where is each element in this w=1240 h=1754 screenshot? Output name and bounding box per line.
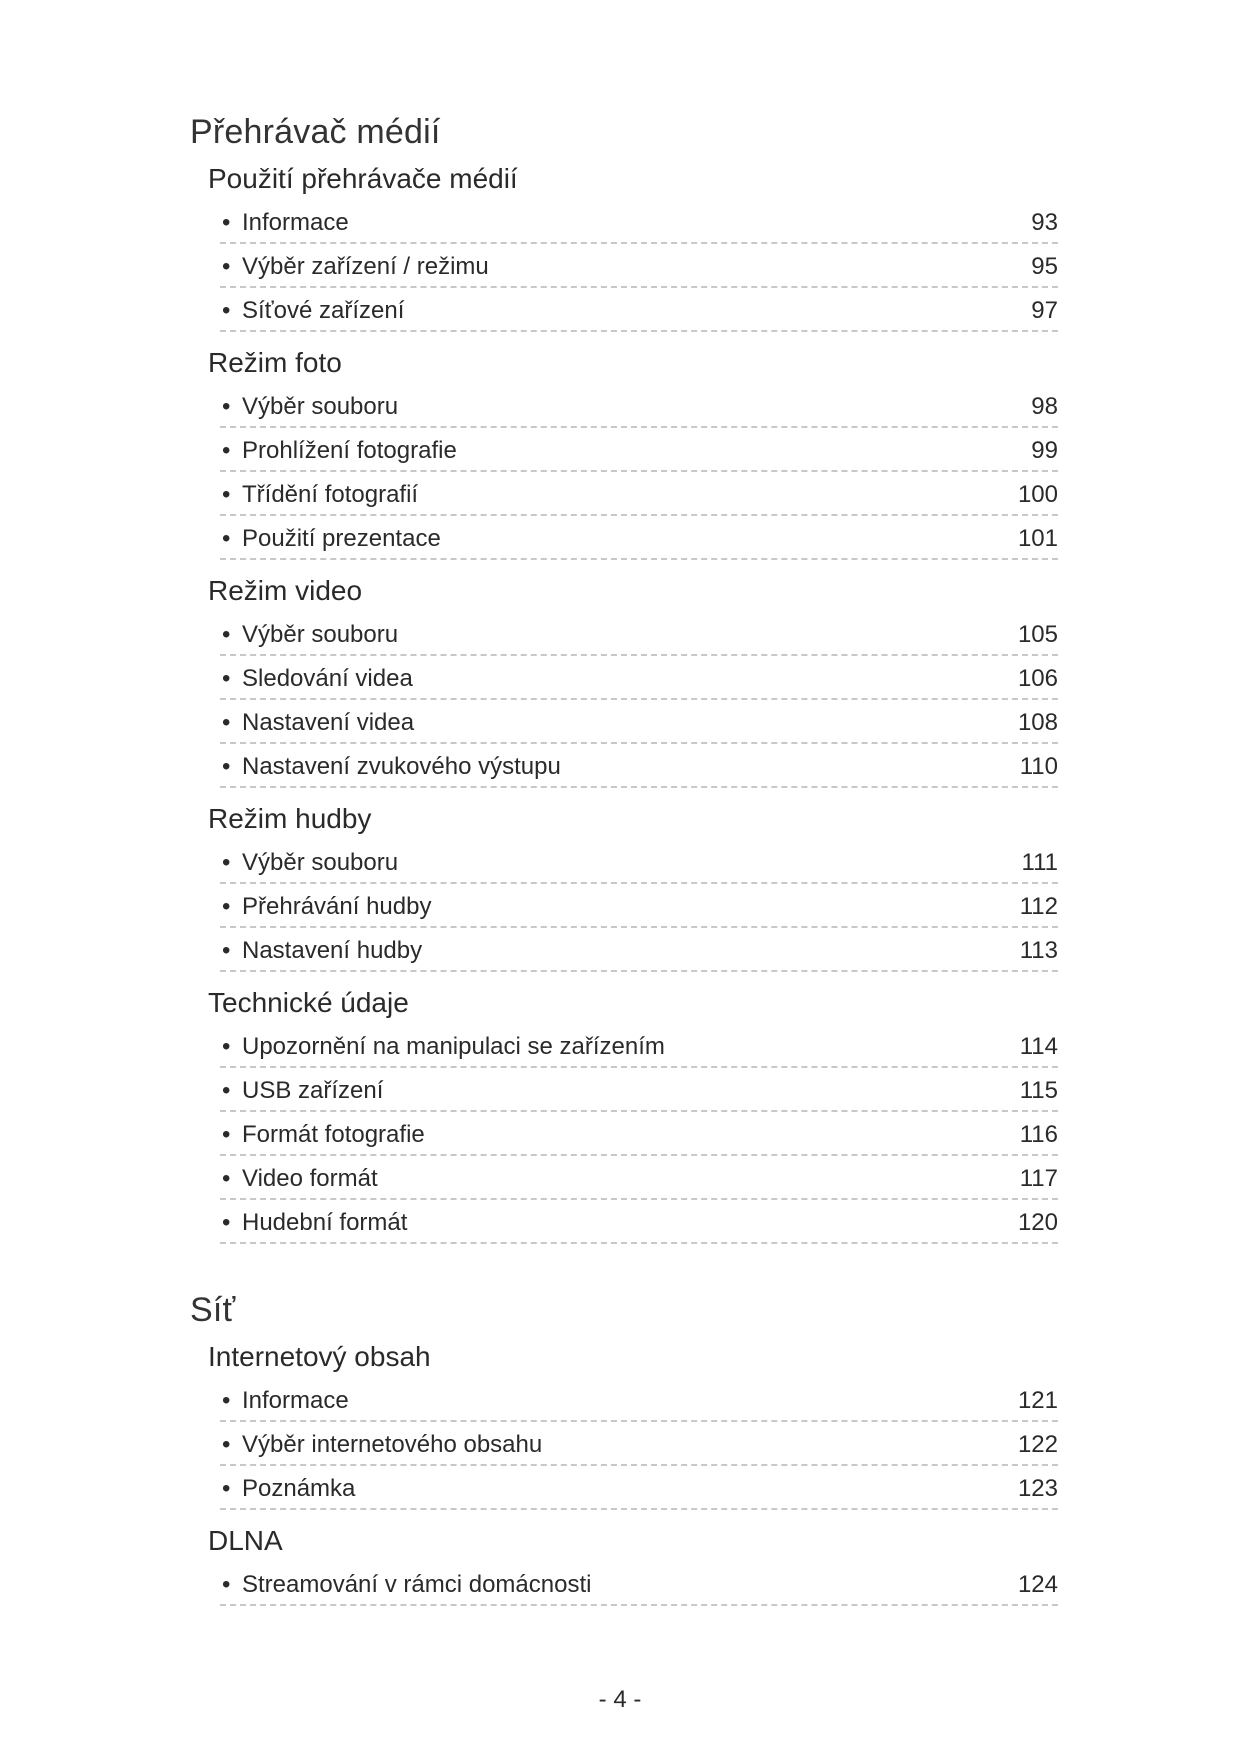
section-title: Použití přehrávače médií: [208, 163, 518, 194]
toc-entry[interactable]: [220, 1156, 1058, 1200]
bullet-icon: •: [222, 253, 231, 280]
entry-label: Použití prezentace: [242, 525, 441, 552]
bullet-icon: •: [222, 297, 231, 324]
entry-page-number: 106: [1017, 665, 1058, 692]
entry-page-number: 100: [1017, 481, 1058, 508]
toc-entry[interactable]: [220, 744, 1058, 788]
bullet-icon: •: [222, 1387, 231, 1414]
entry-page-number: 122: [1017, 1431, 1058, 1458]
bullet-icon: •: [222, 709, 231, 736]
toc-entry[interactable]: [220, 1378, 1058, 1422]
chapter-title: Přehrávač médií: [190, 113, 441, 151]
entry-label: Streamování v rámci domácnosti: [242, 1571, 592, 1598]
entry-label: Formát fotografie: [242, 1121, 425, 1148]
toc-entry[interactable]: [220, 244, 1058, 288]
entry-page-number: 98: [1031, 393, 1058, 420]
bullet-icon: •: [222, 1209, 231, 1236]
toc-entry[interactable]: [220, 700, 1058, 744]
page-number-footer: - 4 -: [598, 1686, 642, 1713]
entry-page-number: 120: [1017, 1209, 1058, 1236]
section-title: DLNA: [208, 1525, 283, 1556]
bullet-icon: •: [222, 1077, 231, 1104]
entry-page-number: 111: [1021, 849, 1058, 876]
entry-page-number: 113: [1019, 937, 1058, 964]
bullet-icon: •: [222, 753, 231, 780]
section-dlna: [208, 1524, 1058, 1606]
toc-entry[interactable]: [220, 384, 1058, 428]
toc-entry[interactable]: [220, 428, 1058, 472]
entry-label: Třídění fotografií: [242, 481, 419, 508]
entry-label: Upozornění na manipulaci se zařízením: [242, 1033, 665, 1060]
chapter-network: [190, 1290, 1058, 1606]
entry-page-number: 95: [1031, 253, 1058, 280]
toc-entry[interactable]: [220, 516, 1058, 560]
toc-entry[interactable]: [220, 612, 1058, 656]
bullet-icon: •: [222, 1033, 231, 1060]
section-title: Režim video: [208, 575, 363, 606]
toc-entry[interactable]: [220, 1200, 1058, 1244]
toc-entry[interactable]: [220, 656, 1058, 700]
bullet-icon: •: [222, 481, 231, 508]
section-internet-content: [208, 1340, 1058, 1510]
bullet-icon: •: [222, 893, 231, 920]
entry-label: Informace: [242, 209, 349, 236]
bullet-icon: •: [222, 665, 231, 692]
toc-entry[interactable]: [220, 1068, 1058, 1112]
bullet-icon: •: [222, 1165, 231, 1192]
section-photo-mode: [208, 346, 1058, 560]
toc-entry[interactable]: [220, 1562, 1058, 1606]
section-technical-data: [208, 986, 1058, 1244]
entry-label: USB zařízení: [242, 1077, 384, 1104]
section-title: Technické údaje: [208, 987, 409, 1018]
entry-label: Informace: [242, 1387, 349, 1414]
section-title: Internetový obsah: [208, 1341, 431, 1372]
entry-label: Sledování videa: [242, 665, 413, 692]
section-using-media-player: [208, 162, 1058, 332]
bullet-icon: •: [222, 1571, 231, 1598]
toc-entry[interactable]: [220, 884, 1058, 928]
bullet-icon: •: [222, 849, 231, 876]
section-title: Režim hudby: [208, 803, 372, 834]
toc-entry[interactable]: [220, 1112, 1058, 1156]
entry-page-number: 97: [1031, 297, 1058, 324]
entry-page-number: 105: [1017, 621, 1058, 648]
bullet-icon: •: [222, 1431, 231, 1458]
entry-page-number: 116: [1019, 1121, 1058, 1148]
entry-label: Prohlížení fotografie: [242, 437, 457, 464]
bullet-icon: •: [222, 525, 231, 552]
bullet-icon: •: [222, 437, 231, 464]
toc-entry[interactable]: [220, 200, 1058, 244]
entry-page-number: 123: [1017, 1475, 1058, 1502]
entry-label: Síťové zařízení: [242, 297, 405, 324]
entry-page-number: 115: [1019, 1077, 1058, 1104]
table-of-contents: [190, 112, 1058, 1606]
bullet-icon: •: [222, 1475, 231, 1502]
toc-entry[interactable]: [220, 928, 1058, 972]
entry-label: Video formát: [242, 1165, 378, 1192]
entry-label: Výběr zařízení / režimu: [242, 253, 489, 280]
bullet-icon: •: [222, 937, 231, 964]
toc-entry[interactable]: [220, 1466, 1058, 1510]
bullet-icon: •: [222, 209, 231, 236]
entry-label: Poznámka: [242, 1475, 356, 1502]
entry-page-number: 99: [1031, 437, 1058, 464]
entry-label: Hudební formát: [242, 1209, 408, 1236]
entry-page-number: 110: [1019, 753, 1058, 780]
entry-label: Nastavení zvukového výstupu: [242, 753, 561, 780]
chapter-title: Síť: [190, 1291, 236, 1329]
entry-page-number: 112: [1019, 893, 1058, 920]
entry-page-number: 124: [1017, 1571, 1058, 1598]
entry-label: Přehrávání hudby: [242, 893, 432, 920]
entry-page-number: 93: [1031, 209, 1058, 236]
entry-page-number: 108: [1017, 709, 1058, 736]
entry-page-number: 117: [1019, 1165, 1058, 1192]
toc-entry[interactable]: [220, 840, 1058, 884]
toc-entry[interactable]: [220, 472, 1058, 516]
entry-label: Výběr souboru: [242, 393, 399, 420]
section-title: Režim foto: [208, 347, 342, 378]
entry-label: Nastavení videa: [242, 709, 415, 736]
bullet-icon: •: [222, 621, 231, 648]
section-video-mode: [208, 574, 1058, 788]
entry-page-number: 114: [1019, 1033, 1058, 1060]
entry-label: Výběr souboru: [242, 849, 399, 876]
entry-label: Výběr internetového obsahu: [242, 1431, 543, 1458]
bullet-icon: •: [222, 393, 231, 420]
entry-label: Výběr souboru: [242, 621, 399, 648]
entry-label: Nastavení hudby: [242, 937, 423, 964]
entry-page-number: 121: [1017, 1387, 1058, 1414]
bullet-icon: •: [222, 1121, 231, 1148]
toc-entry[interactable]: [220, 288, 1058, 332]
entry-page-number: 101: [1017, 525, 1058, 552]
toc-entry[interactable]: [220, 1422, 1058, 1466]
chapter-media-player: [190, 112, 1058, 1244]
section-music-mode: [208, 802, 1058, 972]
toc-entry[interactable]: [220, 1024, 1058, 1068]
